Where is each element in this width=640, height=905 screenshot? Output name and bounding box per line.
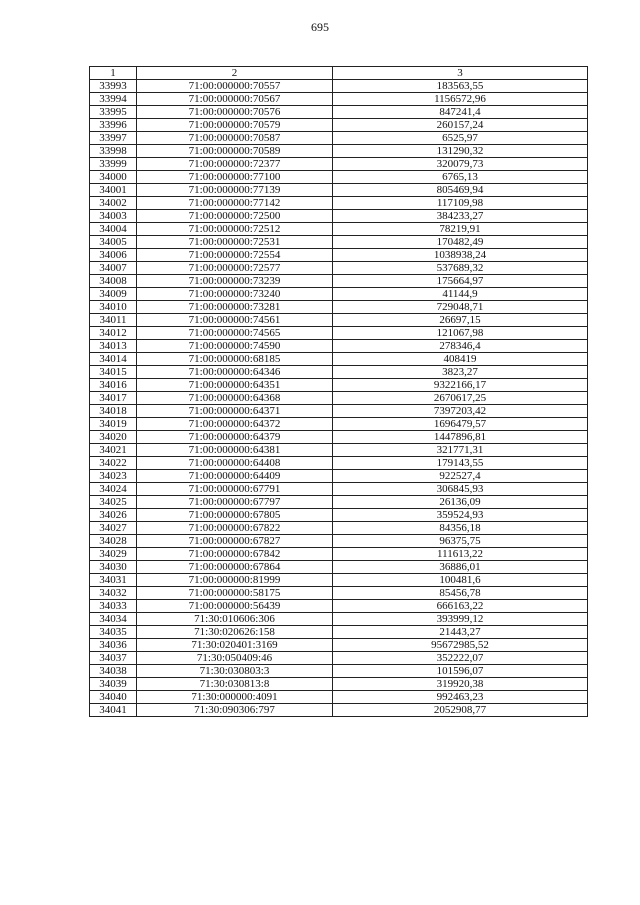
row-number-cell: 33995 [90, 106, 137, 119]
column-header-3: 3 [333, 67, 588, 80]
row-number-cell: 33993 [90, 80, 137, 93]
table-row [90, 145, 588, 158]
row-number-cell: 34031 [90, 574, 137, 587]
row-number-cell: 34006 [90, 249, 137, 262]
cadastral-number-cell: 71:00:000000:64381 [137, 444, 333, 457]
value-cell: 41144,9 [333, 288, 588, 301]
value-cell: 21443,27 [333, 626, 588, 639]
table-row [90, 106, 588, 119]
value-cell: 36886,01 [333, 561, 588, 574]
cadastral-number-cell: 71:30:050409:46 [137, 652, 333, 665]
value-cell: 26697,15 [333, 314, 588, 327]
value-cell: 96375,75 [333, 535, 588, 548]
table-row [90, 509, 588, 522]
row-number-cell: 34041 [90, 704, 137, 717]
value-cell: 179143,55 [333, 457, 588, 470]
table-row [90, 522, 588, 535]
row-number-cell: 34040 [90, 691, 137, 704]
row-number-cell: 33996 [90, 119, 137, 132]
value-cell: 175664,97 [333, 275, 588, 288]
row-number-cell: 34039 [90, 678, 137, 691]
table-row [90, 314, 588, 327]
table-row [90, 548, 588, 561]
row-number-cell: 34004 [90, 223, 137, 236]
cadastral-number-cell: 71:00:000000:74561 [137, 314, 333, 327]
row-number-cell: 33998 [90, 145, 137, 158]
cadastral-number-cell: 71:00:000000:64368 [137, 392, 333, 405]
cadastral-number-cell: 71:00:000000:74590 [137, 340, 333, 353]
row-number-cell: 34025 [90, 496, 137, 509]
row-number-cell: 34030 [90, 561, 137, 574]
cadastral-number-cell: 71:00:000000:72512 [137, 223, 333, 236]
table-row [90, 418, 588, 431]
table-row [90, 366, 588, 379]
cadastral-number-cell: 71:00:000000:67805 [137, 509, 333, 522]
table-row [90, 613, 588, 626]
table-row [90, 210, 588, 223]
cadastral-number-cell: 71:30:000000:4091 [137, 691, 333, 704]
table-row [90, 288, 588, 301]
value-cell: 359524,93 [333, 509, 588, 522]
row-number-cell: 34010 [90, 301, 137, 314]
value-cell: 100481,6 [333, 574, 588, 587]
cadastral-number-cell: 71:00:000000:67791 [137, 483, 333, 496]
cadastral-number-cell: 71:00:000000:81999 [137, 574, 333, 587]
table-row [90, 457, 588, 470]
cadastral-number-cell: 71:00:000000:73239 [137, 275, 333, 288]
table-row [90, 483, 588, 496]
row-number-cell: 34018 [90, 405, 137, 418]
value-cell: 666163,22 [333, 600, 588, 613]
table-row [90, 470, 588, 483]
cadastral-number-cell: 71:00:000000:70557 [137, 80, 333, 93]
row-number-cell: 34002 [90, 197, 137, 210]
table-row [90, 587, 588, 600]
table-row [90, 197, 588, 210]
cadastral-number-cell: 71:00:000000:64351 [137, 379, 333, 392]
table-row [90, 119, 588, 132]
cadastral-number-cell: 71:00:000000:72377 [137, 158, 333, 171]
page-number: 695 [311, 20, 329, 34]
value-cell: 9322166,17 [333, 379, 588, 392]
row-number-cell: 34036 [90, 639, 137, 652]
cadastral-number-cell: 71:00:000000:67827 [137, 535, 333, 548]
value-cell: 1156572,96 [333, 93, 588, 106]
value-cell: 1696479,57 [333, 418, 588, 431]
header-row [90, 67, 588, 80]
table-row [90, 639, 588, 652]
table-row [90, 184, 588, 197]
value-cell: 847241,4 [333, 106, 588, 119]
cadastral-number-cell: 71:00:000000:64409 [137, 470, 333, 483]
row-number-cell: 34029 [90, 548, 137, 561]
row-number-cell: 34007 [90, 262, 137, 275]
value-cell: 320079,73 [333, 158, 588, 171]
value-cell: 121067,98 [333, 327, 588, 340]
table-row [90, 704, 588, 717]
table-row [90, 275, 588, 288]
value-cell: 278346,4 [333, 340, 588, 353]
cadastral-number-cell: 71:00:000000:56439 [137, 600, 333, 613]
cadastral-number-cell: 71:00:000000:67864 [137, 561, 333, 574]
row-number-cell: 34020 [90, 431, 137, 444]
table-row [90, 626, 588, 639]
table-row [90, 652, 588, 665]
value-cell: 111613,22 [333, 548, 588, 561]
value-cell: 131290,32 [333, 145, 588, 158]
table-row [90, 80, 588, 93]
row-number-cell: 34038 [90, 665, 137, 678]
row-number-cell: 34017 [90, 392, 137, 405]
cadastral-number-cell: 71:30:020626:158 [137, 626, 333, 639]
table-row [90, 444, 588, 457]
row-number-cell: 33994 [90, 93, 137, 106]
cadastral-number-cell: 71:00:000000:68185 [137, 353, 333, 366]
value-cell: 393999,12 [333, 613, 588, 626]
row-number-cell: 34035 [90, 626, 137, 639]
value-cell: 321771,31 [333, 444, 588, 457]
cadastral-number-cell: 71:00:000000:73281 [137, 301, 333, 314]
cadastral-number-cell: 71:00:000000:70587 [137, 132, 333, 145]
cadastral-number-cell: 71:00:000000:67842 [137, 548, 333, 561]
value-cell: 85456,78 [333, 587, 588, 600]
cadastral-number-cell: 71:00:000000:64379 [137, 431, 333, 444]
table-body [90, 80, 588, 717]
table-row [90, 561, 588, 574]
table-row [90, 249, 588, 262]
row-number-cell: 34014 [90, 353, 137, 366]
value-cell: 729048,71 [333, 301, 588, 314]
row-number-cell: 34028 [90, 535, 137, 548]
cadastral-number-cell: 71:00:000000:72577 [137, 262, 333, 275]
value-cell: 183563,55 [333, 80, 588, 93]
cadastral-number-cell: 71:00:000000:77100 [137, 171, 333, 184]
row-number-cell: 34026 [90, 509, 137, 522]
cadastral-number-cell: 71:30:030813:8 [137, 678, 333, 691]
cadastral-number-cell: 71:00:000000:67822 [137, 522, 333, 535]
cadastral-number-cell: 71:30:090306:797 [137, 704, 333, 717]
table-row [90, 665, 588, 678]
value-cell: 84356,18 [333, 522, 588, 535]
cadastral-number-cell: 71:00:000000:70589 [137, 145, 333, 158]
table-row [90, 236, 588, 249]
row-number-cell: 34033 [90, 600, 137, 613]
value-cell: 319920,38 [333, 678, 588, 691]
value-cell: 26136,09 [333, 496, 588, 509]
cadastral-number-cell: 71:00:000000:72531 [137, 236, 333, 249]
value-cell: 384233,27 [333, 210, 588, 223]
cadastral-number-cell: 71:30:020401:3169 [137, 639, 333, 652]
cadastral-number-cell: 71:00:000000:70576 [137, 106, 333, 119]
value-cell: 6765,13 [333, 171, 588, 184]
cadastral-number-cell: 71:00:000000:64408 [137, 457, 333, 470]
value-cell: 95672985,52 [333, 639, 588, 652]
table-row [90, 353, 588, 366]
row-number-cell: 34016 [90, 379, 137, 392]
table-row [90, 171, 588, 184]
row-number-cell: 34015 [90, 366, 137, 379]
value-cell: 1447896,81 [333, 431, 588, 444]
value-cell: 1038938,24 [333, 249, 588, 262]
row-number-cell: 33999 [90, 158, 137, 171]
value-cell: 78219,91 [333, 223, 588, 236]
row-number-cell: 34012 [90, 327, 137, 340]
row-number-cell: 34022 [90, 457, 137, 470]
value-cell: 117109,98 [333, 197, 588, 210]
value-cell: 922527,4 [333, 470, 588, 483]
row-number-cell: 34032 [90, 587, 137, 600]
table-row [90, 158, 588, 171]
table-row [90, 93, 588, 106]
row-number-cell: 34027 [90, 522, 137, 535]
row-number-cell: 34023 [90, 470, 137, 483]
row-number-cell: 34037 [90, 652, 137, 665]
cadastral-number-cell: 71:00:000000:77139 [137, 184, 333, 197]
value-cell: 170482,49 [333, 236, 588, 249]
table-row [90, 392, 588, 405]
cadastral-number-cell: 71:00:000000:70567 [137, 93, 333, 106]
table-row [90, 340, 588, 353]
row-number-cell: 34001 [90, 184, 137, 197]
cadastral-number-cell: 71:00:000000:64372 [137, 418, 333, 431]
table-row [90, 431, 588, 444]
cadastral-number-cell: 71:00:000000:70579 [137, 119, 333, 132]
row-number-cell: 34019 [90, 418, 137, 431]
value-cell: 260157,24 [333, 119, 588, 132]
cadastral-number-cell: 71:00:000000:73240 [137, 288, 333, 301]
value-cell: 3823,27 [333, 366, 588, 379]
value-cell: 992463,23 [333, 691, 588, 704]
cadastral-number-cell: 71:00:000000:74565 [137, 327, 333, 340]
cadastral-number-cell: 71:00:000000:72500 [137, 210, 333, 223]
cadastral-number-cell: 71:00:000000:67797 [137, 496, 333, 509]
cadastral-number-cell: 71:30:010606:306 [137, 613, 333, 626]
row-number-cell: 34013 [90, 340, 137, 353]
value-cell: 306845,93 [333, 483, 588, 496]
value-cell: 7397203,42 [333, 405, 588, 418]
row-number-cell: 34011 [90, 314, 137, 327]
cadastral-number-cell: 71:00:000000:64371 [137, 405, 333, 418]
row-number-cell: 34003 [90, 210, 137, 223]
table-row [90, 223, 588, 236]
table-row [90, 535, 588, 548]
row-number-cell: 34034 [90, 613, 137, 626]
value-cell: 352222,07 [333, 652, 588, 665]
data-table [89, 66, 588, 717]
column-header-2: 2 [137, 67, 333, 80]
table-row [90, 405, 588, 418]
value-cell: 2670617,25 [333, 392, 588, 405]
value-cell: 408419 [333, 353, 588, 366]
row-number-cell: 33997 [90, 132, 137, 145]
table-row [90, 262, 588, 275]
table-row [90, 496, 588, 509]
row-number-cell: 34024 [90, 483, 137, 496]
row-number-cell: 34008 [90, 275, 137, 288]
cadastral-number-cell: 71:00:000000:72554 [137, 249, 333, 262]
row-number-cell: 34021 [90, 444, 137, 457]
value-cell: 537689,32 [333, 262, 588, 275]
table-row [90, 600, 588, 613]
table-row [90, 132, 588, 145]
cadastral-number-cell: 71:30:030803:3 [137, 665, 333, 678]
row-number-cell: 34005 [90, 236, 137, 249]
value-cell: 101596,07 [333, 665, 588, 678]
table-row [90, 379, 588, 392]
cadastral-number-cell: 71:00:000000:64346 [137, 366, 333, 379]
value-cell: 2052908,77 [333, 704, 588, 717]
table-row [90, 301, 588, 314]
cadastral-number-cell: 71:00:000000:58175 [137, 587, 333, 600]
row-number-cell: 34000 [90, 171, 137, 184]
column-header-1: 1 [90, 67, 137, 80]
table-row [90, 574, 588, 587]
table-row [90, 678, 588, 691]
value-cell: 6525,97 [333, 132, 588, 145]
row-number-cell: 34009 [90, 288, 137, 301]
table-row [90, 691, 588, 704]
cadastral-number-cell: 71:00:000000:77142 [137, 197, 333, 210]
value-cell: 805469,94 [333, 184, 588, 197]
table-row [90, 327, 588, 340]
